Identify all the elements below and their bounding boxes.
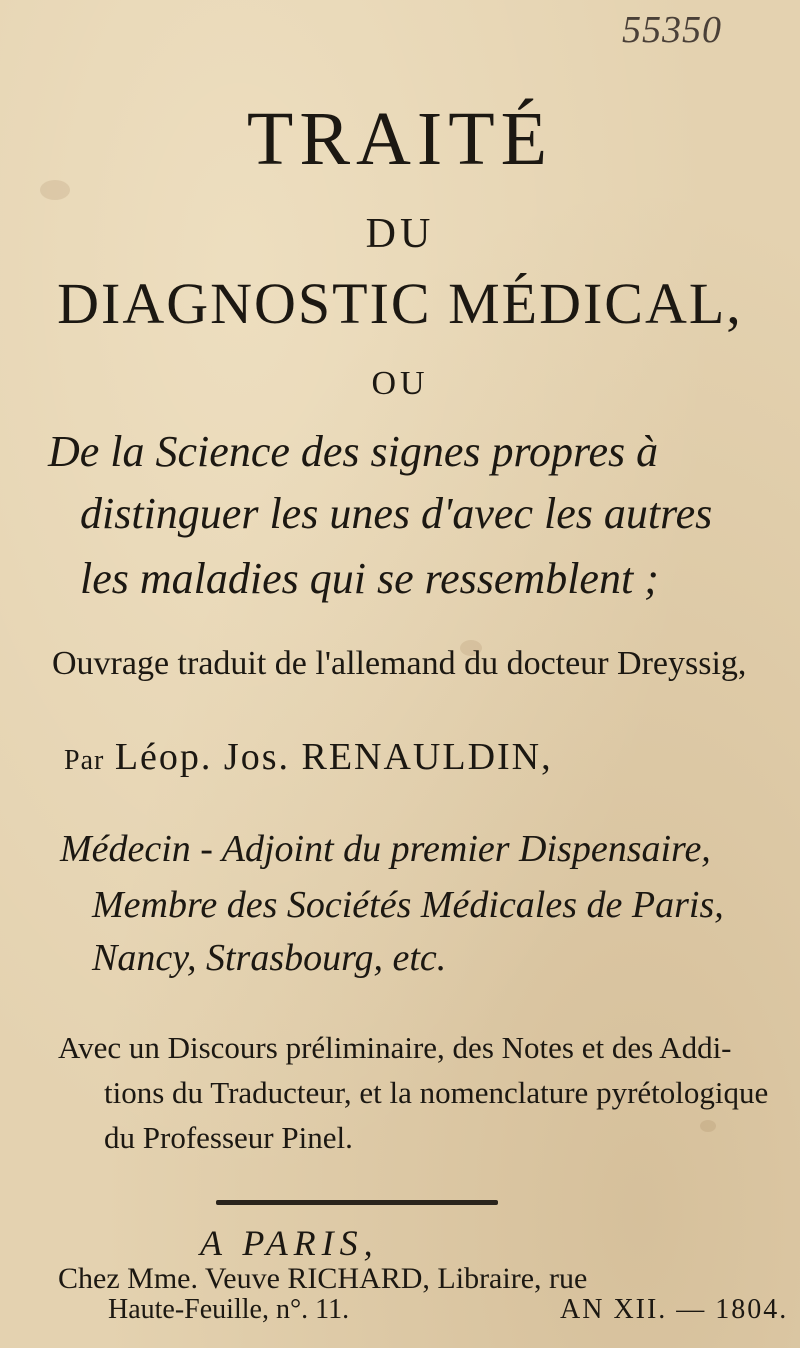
translation-note: Ouvrage traduit de l'allemand du docteur Dreyssig, xyxy=(52,645,747,682)
divider-rule xyxy=(216,1200,498,1205)
title-du: DU xyxy=(365,211,435,257)
imprint-city: A PARIS, xyxy=(200,1223,379,1263)
publisher-line-2: Haute-Feuille, n°. 11. xyxy=(108,1294,350,1325)
author-prefix: Par xyxy=(64,745,105,776)
contents-line-2: tions du Traducteur, et la nomenclature pyrétologique xyxy=(104,1075,769,1110)
author-name: Léop. Jos. RENAULDIN, xyxy=(114,736,553,778)
shelfmark: 55350 xyxy=(622,9,722,51)
contents-line-3: du Professeur Pinel. xyxy=(104,1120,353,1155)
credentials-line-3: Nancy, Strasbourg, etc. xyxy=(92,937,447,979)
publisher-line-1: Chez Mme. Veuve RICHARD, Libraire, rue xyxy=(58,1262,588,1295)
description-line-2: distinguer les unes d'avec les autres xyxy=(80,489,713,538)
credentials-line-2: Membre des Sociétés Médicales de Paris, xyxy=(92,884,724,926)
imprint-date: AN XII. — 1804. xyxy=(560,1294,789,1325)
contents-line-1: Avec un Discours préliminaire, des Notes et des Addi- xyxy=(58,1030,732,1065)
description-line-3: les maladies qui se ressemblent ; xyxy=(80,554,659,603)
description-line-1: De la Science des signes propres à xyxy=(48,427,659,476)
author-line xyxy=(64,735,553,779)
credentials-line-1: Médecin - Adjoint du premier Dispensaire, xyxy=(60,828,711,870)
page-title: TRAITÉ xyxy=(246,97,554,181)
title-ou: OU xyxy=(371,365,429,402)
page-subtitle: DIAGNOSTIC MÉDICAL, xyxy=(57,271,743,336)
